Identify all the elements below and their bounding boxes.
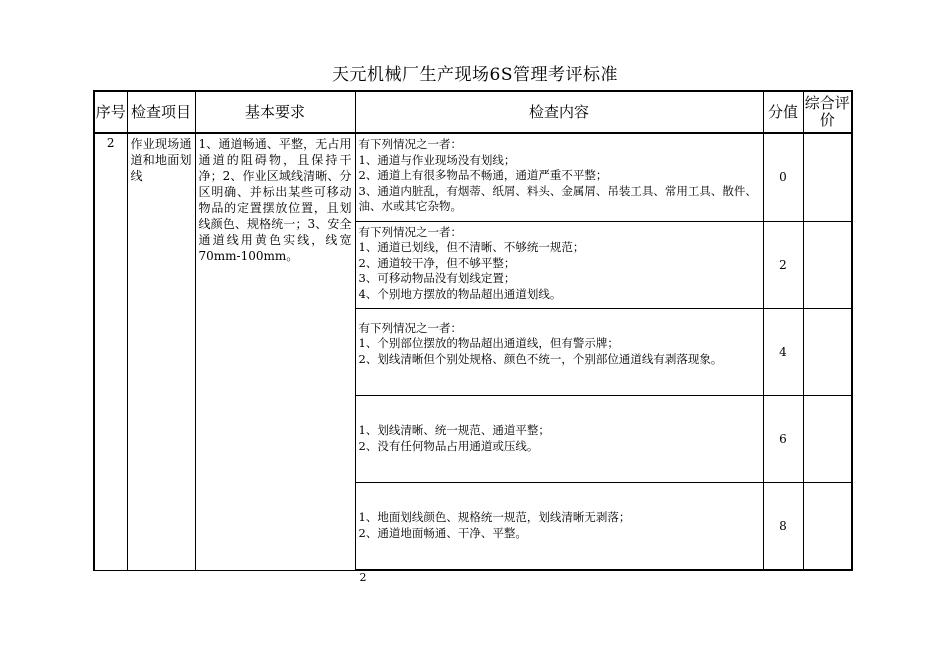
check-content (355, 221, 763, 308)
score-value: 4 (763, 308, 803, 395)
content-line: 有下列情况之一者： (358, 320, 462, 335)
evaluation-cell[interactable] (803, 221, 852, 308)
content-line: 4、个别地方摆放的物品超出通道划线。 (358, 286, 562, 301)
evaluation-cell[interactable] (803, 395, 852, 482)
header-item: 检查项目 (127, 91, 195, 133)
score-value: 8 (763, 482, 803, 570)
row-number: 2 (94, 133, 127, 570)
score-value: 2 (763, 221, 803, 308)
header-score: 分值 (763, 91, 803, 133)
content-line: 有下列情况之一者： (358, 137, 462, 151)
check-content (355, 308, 763, 395)
content-line: 1、通道与作业现场没有划线； (358, 152, 516, 167)
header-evaluation: 综合评价 (803, 91, 852, 133)
page-title: 天元机械厂生产现场6S管理考评标准 (332, 65, 618, 85)
score-value: 0 (763, 133, 803, 221)
check-content (355, 395, 763, 482)
page-number: 2 (359, 571, 367, 584)
content-line: 3、可移动物品没有划线定置； (358, 271, 516, 285)
content-line: 2、划线清晰但个别处规格、颜色不统一，个别部位通道线有剥落现象。 (358, 351, 723, 366)
basic-requirement: 1、通道畅通、平整，无占用通道的阻碍物，且保持干净；2、作业区域线清晰、分区明确、并标出某些可移动物品的定置摆放位置，且划线颜色、规格统一；3、安全通道线用黄色实线，线宽70mm-100mm。 (195, 133, 355, 570)
score-value: 6 (763, 395, 803, 482)
evaluation-cell[interactable] (803, 308, 852, 395)
content-line: 2、通道较干净，但不够平整； (358, 255, 516, 270)
content-line: 有下列情况之一者： (358, 224, 462, 239)
evaluation-cell[interactable] (803, 482, 852, 570)
evaluation-cell[interactable] (803, 133, 852, 221)
content-line: 3、通道内脏乱，有烟蒂、纸屑、料头、金属屑、吊装工具、常用工具、散件、油、水或其它杂物。 (358, 183, 757, 213)
content-line: 2、通道上有很多物品不畅通，通道严重不平整； (358, 168, 608, 182)
content-line: 1、个别部位摆放的物品超出通道线，但有警示牌； (358, 336, 619, 350)
check-item: 作业现场通道和地面划线 (127, 133, 195, 570)
content-line: 2、没有任何物品占用通道或压线。 (358, 438, 539, 453)
content-line: 1、通道已划线，但不清晰、不够统一规范； (358, 240, 585, 254)
content-line: 1、划线清晰、统一规范、通道平整； (358, 423, 550, 437)
header-num: 序号 (94, 91, 127, 133)
content-line: 2、通道地面畅通、干净、平整。 (358, 525, 527, 540)
table-row (94, 133, 852, 221)
header-requirement: 基本要求 (195, 91, 355, 133)
header-content: 检查内容 (355, 91, 763, 133)
table-header-row (94, 91, 852, 133)
check-content (355, 133, 763, 221)
check-content (355, 482, 763, 570)
content-line: 1、地面划线颜色、规格统一规范，划线清晰无剥落； (358, 510, 631, 525)
evaluation-table (93, 90, 853, 571)
